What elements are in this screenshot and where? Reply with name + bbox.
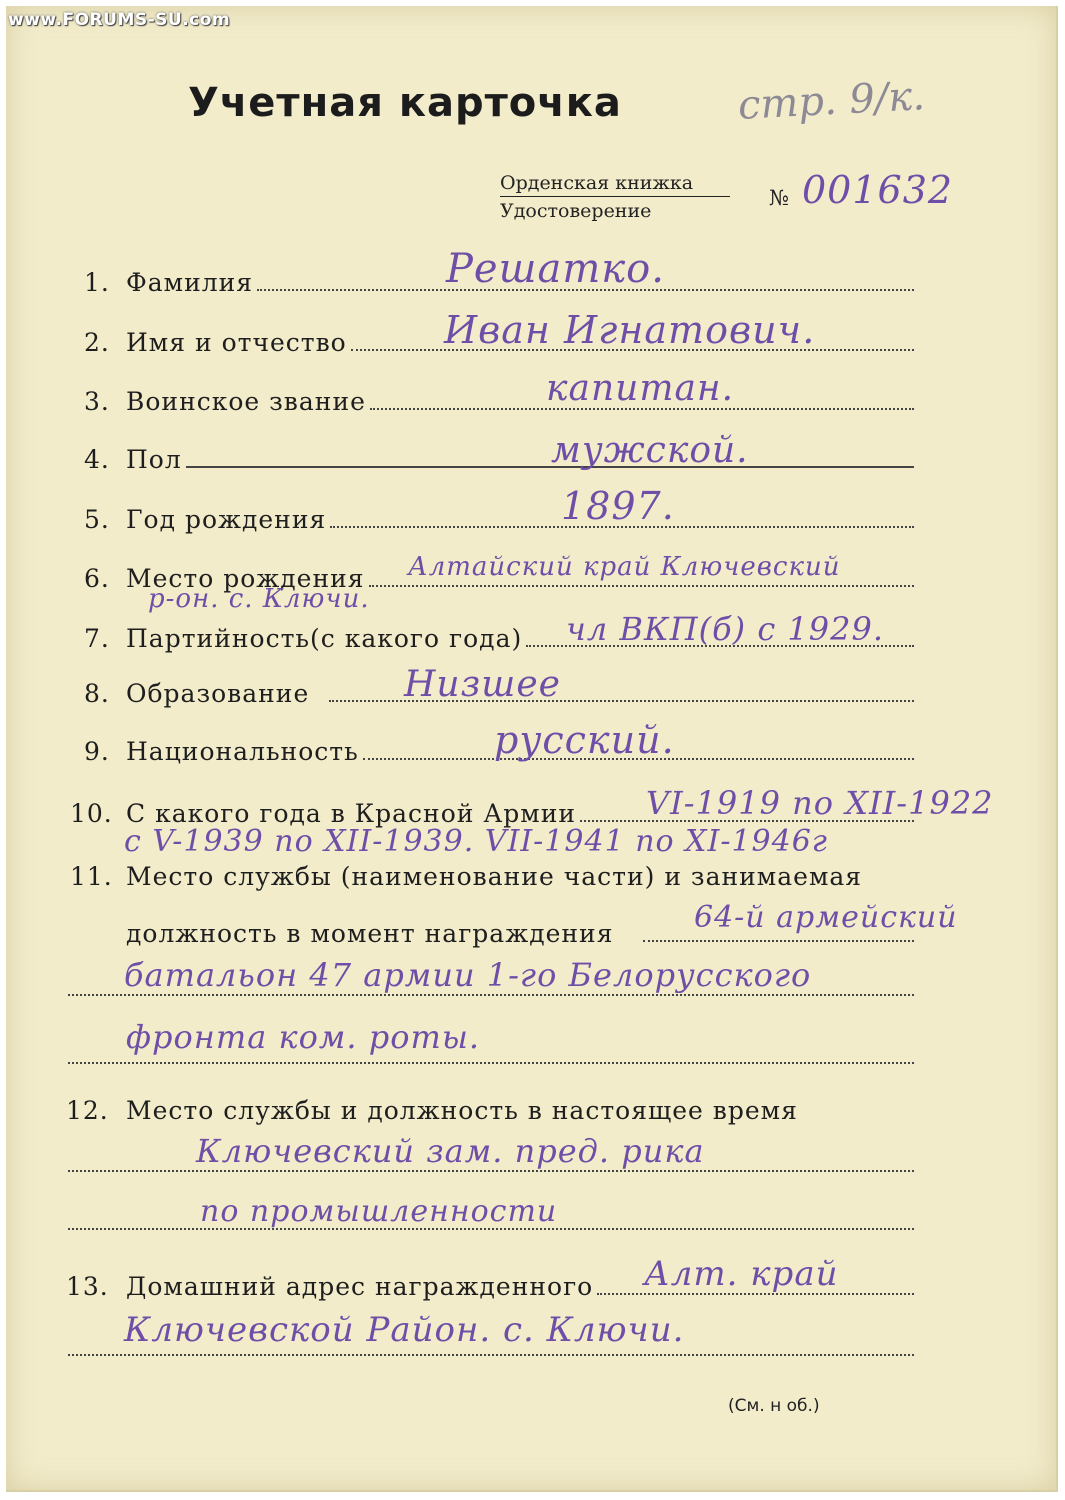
field-number: 6. xyxy=(84,564,110,593)
number-sign: № xyxy=(769,186,789,210)
value-army-years: VI-1919 по XII-1922 xyxy=(646,784,994,822)
fill-line xyxy=(643,940,914,942)
value-service-place-line2: батальон 47 армии 1-го Белорусского xyxy=(124,956,812,994)
page-title: Учетная карточка xyxy=(188,80,622,126)
field-number: 12. xyxy=(66,1096,109,1125)
value-home-address: Алт. край xyxy=(644,1254,839,1294)
field-label: Имя и отчество xyxy=(126,328,347,357)
value-education: Низшее xyxy=(404,664,561,705)
doc-type-certificate: Удостоверение xyxy=(500,200,652,222)
record-card xyxy=(6,6,1058,1492)
field-number: 13. xyxy=(66,1272,109,1301)
field-number: 10. xyxy=(70,799,113,828)
field-label: Фамилия xyxy=(126,268,254,297)
field-label: С какого года в Красной Армии xyxy=(126,799,577,828)
field-number: 9. xyxy=(84,737,110,766)
field-rank xyxy=(84,387,914,416)
value-birth-year: 1897. xyxy=(561,484,675,528)
value-home-address-line2: Ключевской Район. с. Ключи. xyxy=(124,1310,685,1350)
field-service-place xyxy=(70,862,862,891)
field-label: Место службы и должность в настоящее время xyxy=(126,1096,798,1125)
field-label: Пол xyxy=(126,445,182,474)
value-sex: мужской. xyxy=(551,430,749,471)
field-label: Место службы (наименование части) и занимаемая xyxy=(126,862,863,891)
pencil-note: стр. 9/к. xyxy=(736,73,926,129)
see-reverse-note: (См. н об.) xyxy=(728,1396,820,1416)
field-number: 2. xyxy=(84,328,110,357)
field-label: Образование xyxy=(126,679,310,708)
field-label: Воинское звание xyxy=(126,387,366,416)
value-birthplace-continued: р-он. с. Ключи. xyxy=(148,584,370,614)
field-number: 1. xyxy=(84,268,110,297)
document-type xyxy=(500,172,730,222)
field-label: Партийность(с какого года) xyxy=(126,624,523,653)
value-current-position: Ключевский зам. пред. рика xyxy=(196,1132,705,1170)
value-nationality: русский. xyxy=(494,718,675,762)
field-birth-year xyxy=(84,505,914,534)
field-label: Год рождения xyxy=(126,505,327,534)
fill-line xyxy=(369,585,914,587)
fill-line xyxy=(68,994,914,996)
fill-line xyxy=(186,466,914,468)
value-birthplace: Алтайский край Ключевский xyxy=(408,552,841,582)
field-current-position xyxy=(66,1096,798,1125)
watermark: www.FORUMS-SU.com xyxy=(8,10,231,30)
document-number: 001632 xyxy=(802,168,954,212)
value-army-years-continued: с V-1939 по XII-1939. VII-1941 по XI-1946г xyxy=(124,824,828,859)
field-label-continued: должность в момент награждения xyxy=(126,919,614,948)
doc-type-divider xyxy=(500,196,730,197)
field-number: 4. xyxy=(84,445,110,474)
field-number: 7. xyxy=(84,624,110,653)
value-rank: капитан. xyxy=(546,368,735,409)
field-label: Домашний адрес награжденного xyxy=(126,1272,594,1301)
field-label: Национальность xyxy=(126,737,359,766)
value-service-place-line3: фронта ком. роты. xyxy=(126,1018,481,1056)
fill-line xyxy=(68,1062,914,1064)
value-name: Иван Игнатович. xyxy=(444,308,816,352)
fill-line xyxy=(68,1170,914,1172)
fill-line xyxy=(68,1354,914,1356)
value-current-position-line2: по промышленности xyxy=(200,1194,558,1229)
value-surname: Решатко. xyxy=(446,246,665,292)
value-service-place: 64-й армейский xyxy=(694,900,958,935)
field-number: 3. xyxy=(84,387,110,416)
field-number: 5. xyxy=(84,505,110,534)
value-party: чл ВКП(б) с 1929. xyxy=(566,610,885,648)
field-number: 11. xyxy=(70,862,113,891)
field-sex xyxy=(84,445,914,474)
field-label: Место рождения xyxy=(126,564,365,593)
doc-type-order-book: Орденская книжка xyxy=(500,172,694,194)
field-number: 8. xyxy=(84,679,110,708)
